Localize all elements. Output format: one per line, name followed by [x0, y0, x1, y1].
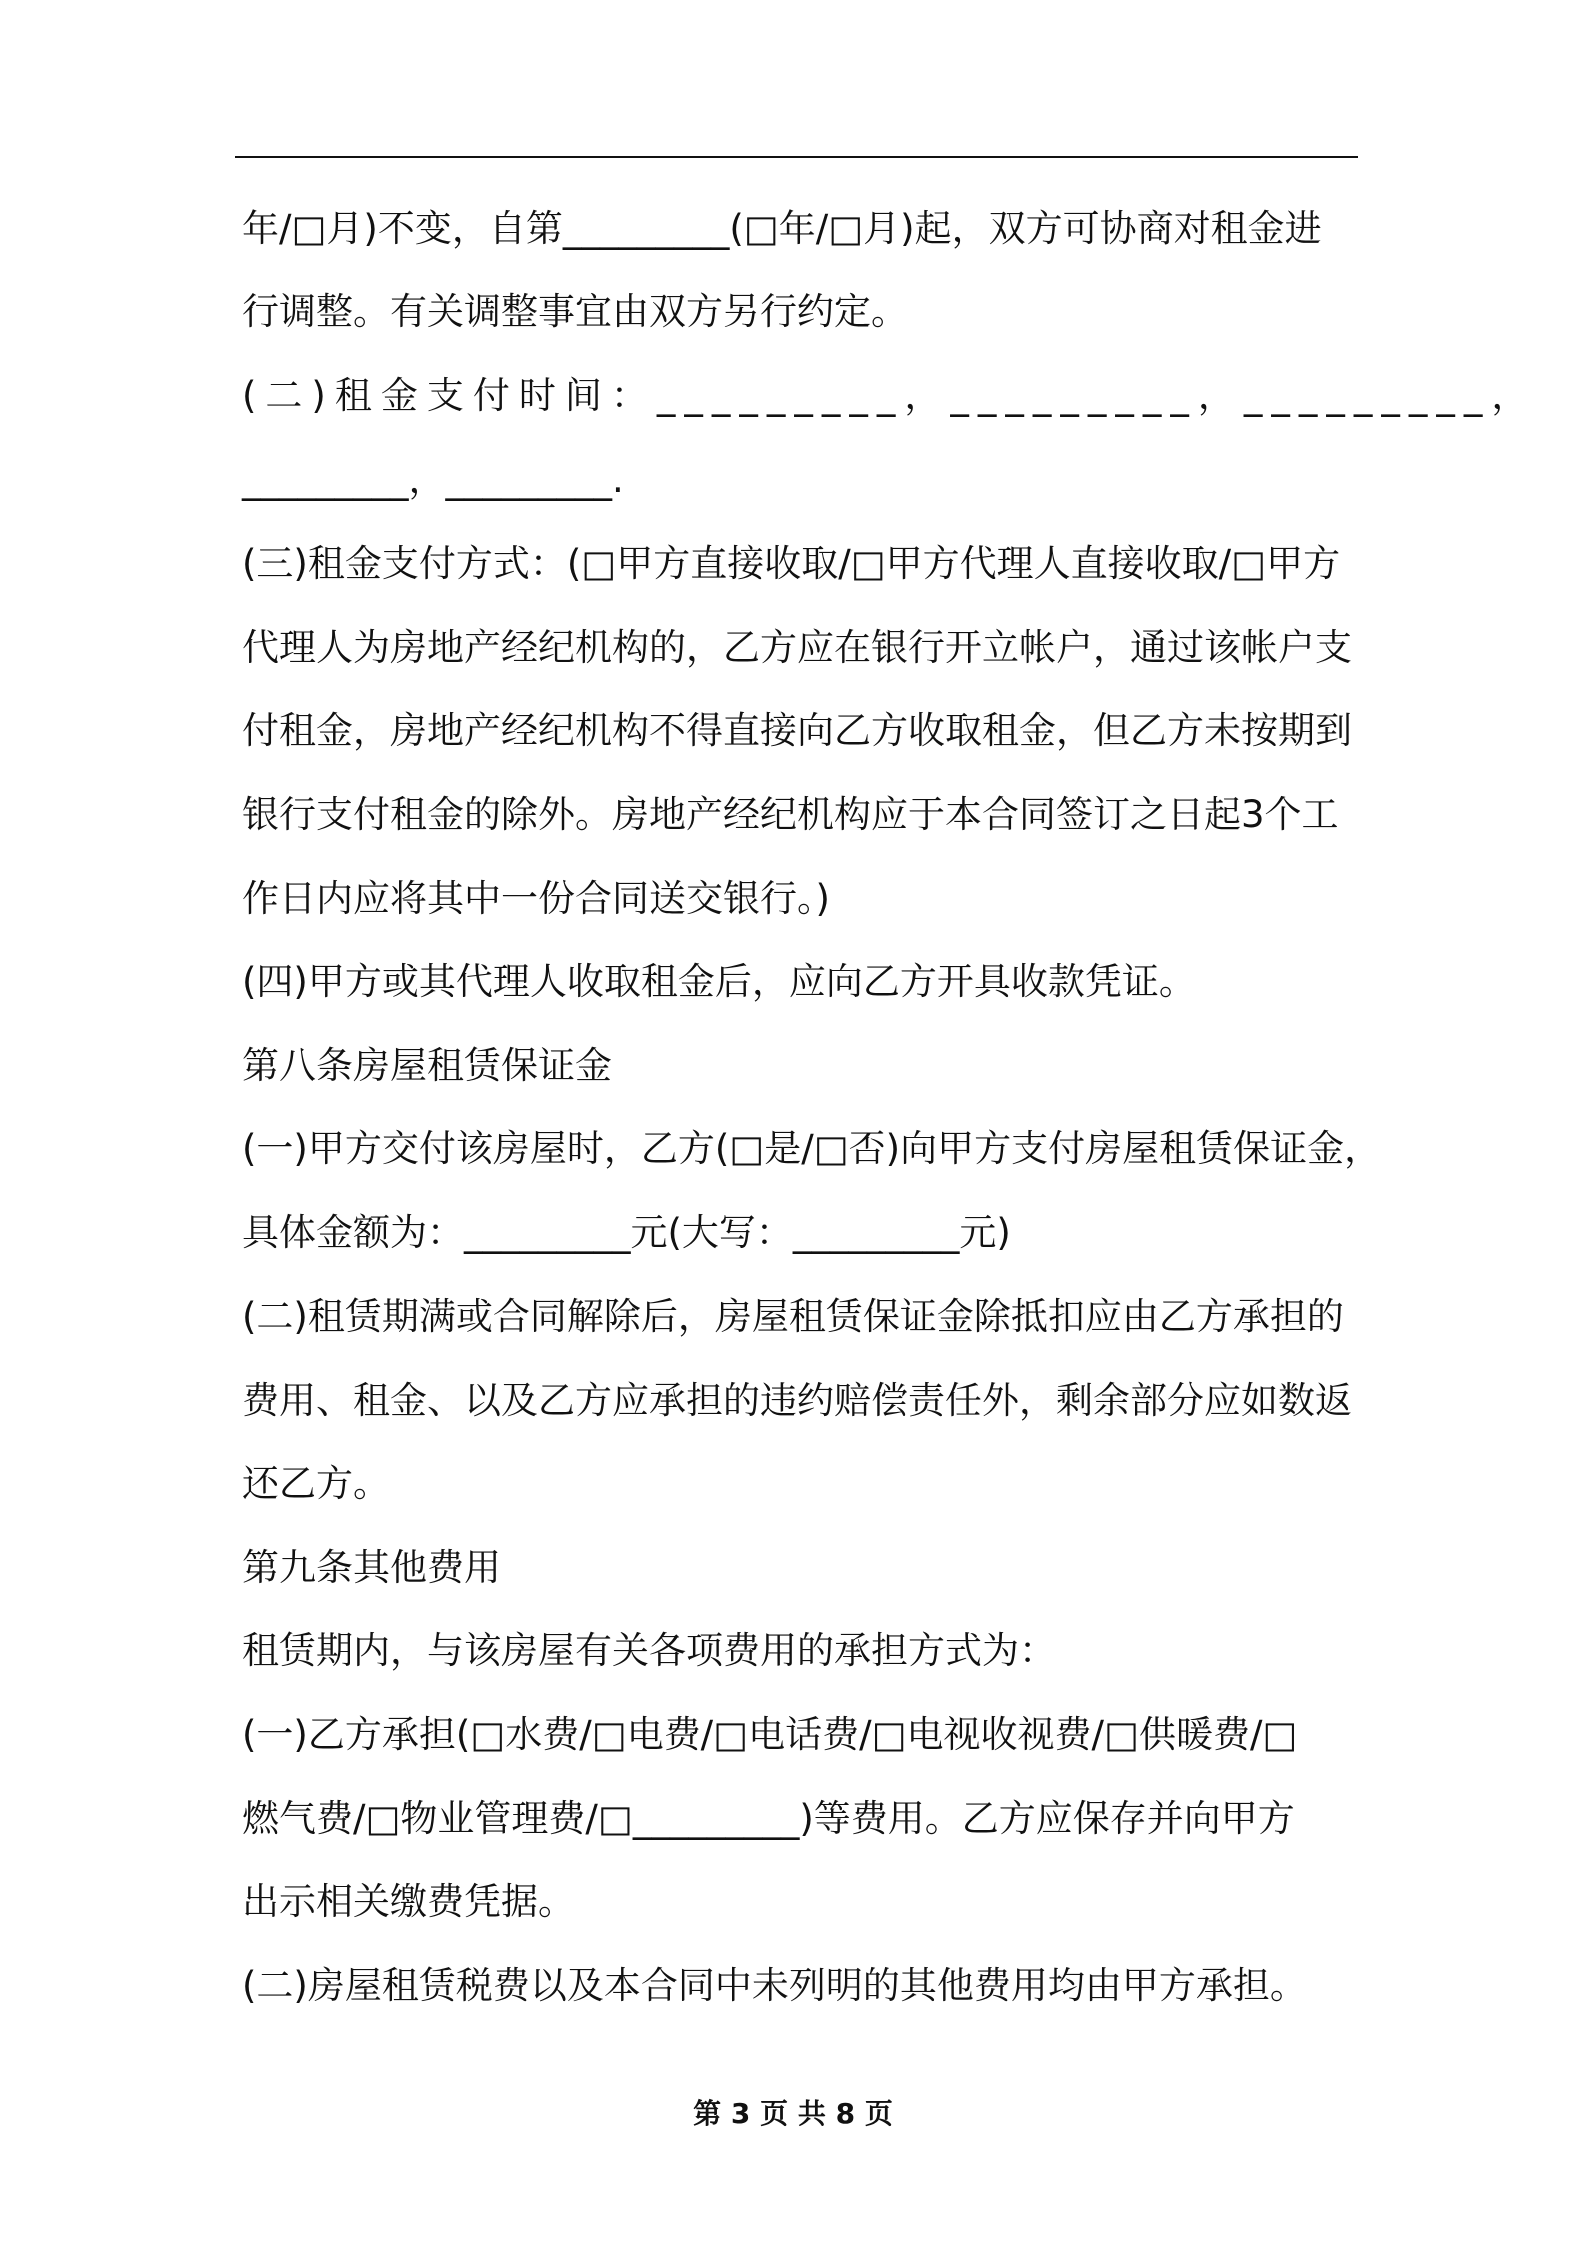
text-line-payment-method-3: 付租金，房地产经纪机构不得直接向乙方收取租金，但乙方未按期到 — [242, 709, 1352, 752]
text-line-payment-time-2: _________，_________. — [242, 458, 624, 501]
heading-article-8: 第八条房屋租赁保证金 — [242, 1044, 612, 1087]
text-line-tenant-fees-3: 出示相关缴费凭据。 — [242, 1880, 575, 1923]
text-line-tenant-fees-2: 燃气费/□物业管理费/□_________)等费用。乙方应保存并向甲方 — [242, 1797, 1295, 1840]
text-line-payment-method-5: 作日内应将其中一份合同送交银行。) — [242, 877, 830, 920]
text-line-payment-time-1: (二)租金支付时间：_________，_________，_________， — [242, 374, 1538, 417]
text-line-deposit-return-1: (二)租赁期满或合同解除后，房屋租赁保证金除抵扣应由乙方承担的 — [242, 1295, 1344, 1338]
text-line-rent-adjustment-1: 年/□月)不变，自第_________(□年/□月)起，双方可协商对租金进 — [242, 207, 1322, 250]
header-rule — [235, 156, 1358, 158]
page-number-footer: 第 3 页 共 8 页 — [693, 2097, 893, 2130]
text-line-deposit-return-2: 费用、租金、以及乙方应承担的违约赔偿责任外，剩余部分应如数返 — [242, 1379, 1352, 1422]
text-line-payment-method-1: (三)租金支付方式：(□甲方直接收取/□甲方代理人直接收取/□甲方 — [242, 542, 1341, 585]
text-line-receipt: (四)甲方或其代理人收取租金后，应向乙方开具收款凭证。 — [242, 960, 1196, 1003]
text-line-landlord-fees: (二)房屋租赁税费以及本合同中未列明的其他费用均由甲方承担。 — [242, 1964, 1307, 2007]
text-line-deposit-return-3: 还乙方。 — [242, 1462, 390, 1505]
text-line-deposit-1: (一)甲方交付该房屋时，乙方(□是/□否)向甲方支付房屋租赁保证金， — [242, 1127, 1382, 1170]
heading-article-9: 第九条其他费用 — [242, 1546, 501, 1589]
text-line-tenant-fees-1: (一)乙方承担(□水费/□电费/□电话费/□电视收视费/□供暖费/□ — [242, 1713, 1298, 1756]
text-line-deposit-amount: 具体金额为：_________元(大写：_________元) — [242, 1211, 1011, 1254]
text-line-payment-method-2: 代理人为房地产经纪机构的，乙方应在银行开立帐户，通过该帐户支 — [242, 626, 1352, 669]
text-line-fees-intro: 租赁期内，与该房屋有关各项费用的承担方式为： — [242, 1629, 1056, 1672]
text-line-payment-method-4: 银行支付租金的除外。房地产经纪机构应于本合同签订之日起3个工 — [242, 793, 1339, 836]
text-line-rent-adjustment-2: 行调整。有关调整事宜由双方另行约定。 — [242, 290, 908, 333]
